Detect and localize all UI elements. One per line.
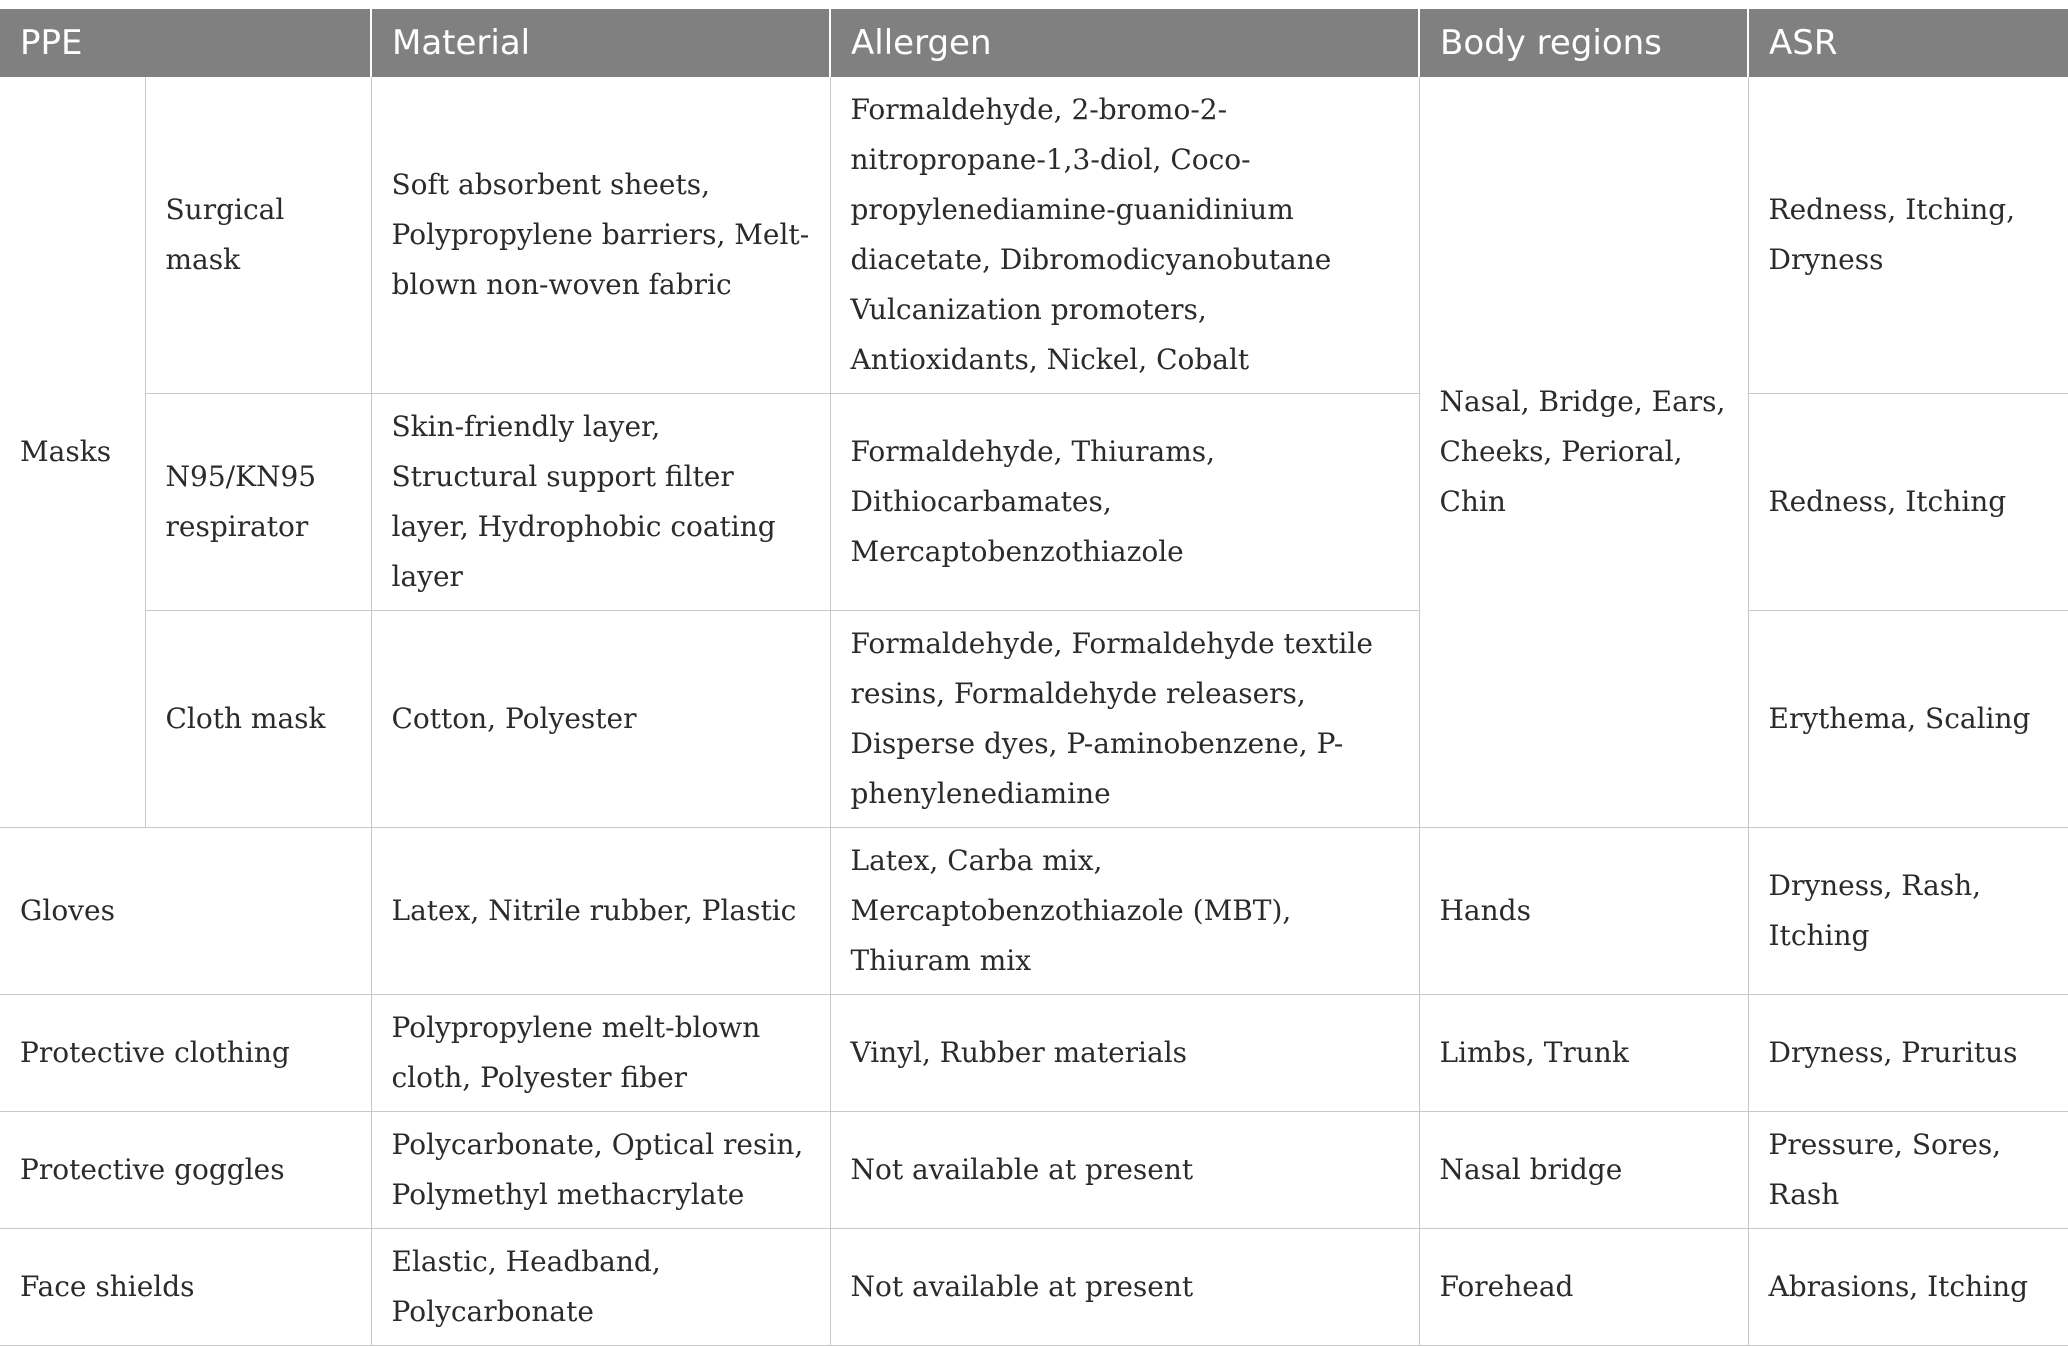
allergen-cell: Formaldehyde, Thiurams, Dithiocarbamates, Mercaptobenzothiazole bbox=[830, 394, 1419, 611]
allergen-cell: Latex, Carba mix, Mercaptobenzothiazole (MBT), Thiuram mix bbox=[830, 828, 1419, 995]
masks-group-label: Masks bbox=[0, 77, 145, 828]
table-row bbox=[0, 77, 2068, 394]
ppe-type-cell: N95/KN95 respirator bbox=[145, 394, 371, 611]
asr-cell: Abrasions, Itching bbox=[1748, 1229, 2068, 1346]
asr-cell: Erythema, Scaling bbox=[1748, 611, 2068, 828]
allergen-cell: Vinyl, Rubber materials bbox=[830, 995, 1419, 1112]
ppe-name-cell: Gloves bbox=[0, 828, 371, 995]
header-allergen: Allergen bbox=[830, 9, 1419, 77]
ppe-type-cell: Surgical mask bbox=[145, 77, 371, 394]
ppe-name-cell: Face shields bbox=[0, 1229, 371, 1346]
asr-cell: Redness, Itching bbox=[1748, 394, 2068, 611]
asr-cell: Dryness, Pruritus bbox=[1748, 995, 2068, 1112]
allergen-cell: Not available at present bbox=[830, 1112, 1419, 1229]
asr-cell: Dryness, Rash, Itching bbox=[1748, 828, 2068, 995]
ppe-name-cell: Protective goggles bbox=[0, 1112, 371, 1229]
table-header bbox=[0, 9, 2068, 77]
material-cell: Skin-friendly layer, Structural support filter layer, Hydrophobic coating layer bbox=[371, 394, 830, 611]
asr-cell: Redness, Itching, Dryness bbox=[1748, 77, 2068, 394]
ppe-allergen-table bbox=[0, 9, 2068, 1346]
material-cell: Polypropylene melt-blown cloth, Polyester fiber bbox=[371, 995, 830, 1112]
header-row bbox=[0, 9, 2068, 77]
allergen-cell: Not available at present bbox=[830, 1229, 1419, 1346]
body-regions-cell: Forehead bbox=[1419, 1229, 1748, 1346]
ppe-name-cell: Protective clothing bbox=[0, 995, 371, 1112]
header-material: Material bbox=[371, 9, 830, 77]
header-body-regions: Body regions bbox=[1419, 9, 1748, 77]
table-row bbox=[0, 1229, 2068, 1346]
allergen-cell: Formaldehyde, Formaldehyde textile resins, Formaldehyde releasers, Disperse dyes, P-aminobenzene, P-phenylenediamine bbox=[830, 611, 1419, 828]
ppe-type-cell: Cloth mask bbox=[145, 611, 371, 828]
allergen-cell: Formaldehyde, 2-bromo-2-nitropropane-1,3-diol, Coco-propylenediamine-guanidinium diacetate, Dibromodicyanobutane Vulcanization promoters, Antioxidants, Nickel, Cobalt bbox=[830, 77, 1419, 394]
header-ppe: PPE bbox=[0, 9, 371, 77]
material-cell: Elastic, Headband, Polycarbonate bbox=[371, 1229, 830, 1346]
asr-cell: Pressure, Sores, Rash bbox=[1748, 1112, 2068, 1229]
material-cell: Latex, Nitrile rubber, Plastic bbox=[371, 828, 830, 995]
body-regions-cell: Nasal bridge bbox=[1419, 1112, 1748, 1229]
body-regions-cell: Hands bbox=[1419, 828, 1748, 995]
table-body bbox=[0, 77, 2068, 1346]
material-cell: Cotton, Polyester bbox=[371, 611, 830, 828]
table-row bbox=[0, 394, 2068, 611]
material-cell: Polycarbonate, Optical resin, Polymethyl methacrylate bbox=[371, 1112, 830, 1229]
table-row bbox=[0, 1112, 2068, 1229]
header-asr: ASR bbox=[1748, 9, 2068, 77]
table-row bbox=[0, 611, 2068, 828]
body-regions-cell: Limbs, Trunk bbox=[1419, 995, 1748, 1112]
material-cell: Soft absorbent sheets, Polypropylene barriers, Melt-blown non-woven fabric bbox=[371, 77, 830, 394]
masks-body-regions-cell: Nasal, Bridge, Ears, Cheeks, Perioral, Chin bbox=[1419, 77, 1748, 828]
table-row bbox=[0, 995, 2068, 1112]
table-row bbox=[0, 828, 2068, 995]
